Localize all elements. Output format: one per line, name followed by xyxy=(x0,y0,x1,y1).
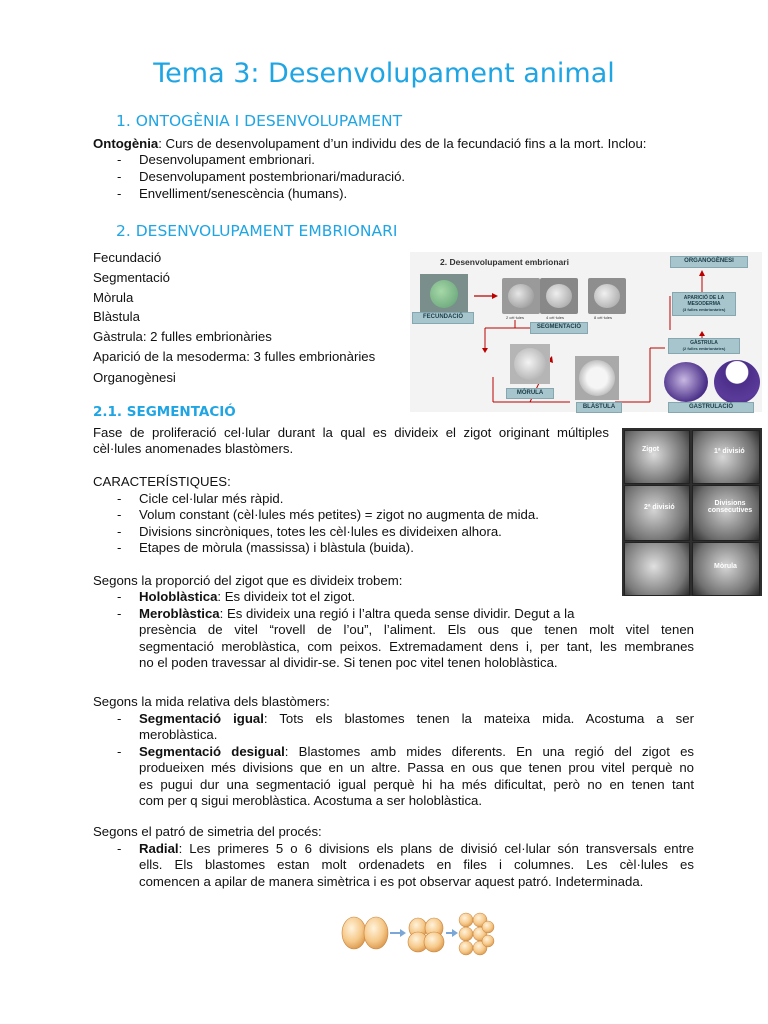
list-dash: - xyxy=(117,491,122,506)
micro-label: 2ª divisió xyxy=(644,504,675,511)
list-item: Volum constant (cèl·lules més petites) = zigot no augmenta de mida. xyxy=(139,507,539,522)
cell-count-label: 2 cèl·lules xyxy=(506,315,525,320)
intro-line: Fase de proliferació cel·lular durant la qual es divideix el zigot originant múltiples xyxy=(93,425,609,440)
micro-label: Divisions consecutives xyxy=(707,500,753,514)
size-intro: Segons la mida relativa dels blastòmers: xyxy=(93,694,330,709)
label-mesoderma: APARICIÓ DE LA MESODERMA (3 fulles embrionàries) xyxy=(672,292,736,316)
igual-term: Segmentació igual xyxy=(139,711,264,726)
two-cell-photo xyxy=(502,278,540,314)
paragraph-line: es pugui dur una segmentació igual perquè hi ha més dificultat, però no en tenen tant xyxy=(139,777,694,792)
paragraph-line: comencen a apilar de manera simètrica i es pot observar aquest patró. Indeterminada. xyxy=(139,874,644,889)
label-organogenesi: ORGANOGÈNESI xyxy=(670,256,748,268)
section1-heading: 1. ONTOGÈNIA I DESENVOLUPAMENT xyxy=(116,112,403,130)
list-item xyxy=(139,744,694,760)
ontogenia-text: : Curs de desenvolupament d’un individu des de la fecundació fins a la mort. Inclou: xyxy=(158,136,647,151)
meroblastica-term: Meroblàstica xyxy=(139,606,220,621)
page-title: Tema 3: Desenvolupament animal xyxy=(153,58,615,89)
list-dash: - xyxy=(117,152,122,167)
list-item: Divisions sincròniques, totes les cèl·lules es divideixen alhora. xyxy=(139,524,502,539)
characteristics-heading: CARACTERÍSTIQUES: xyxy=(93,474,231,489)
micro-label: Mòrula xyxy=(714,563,737,570)
blastula-photo xyxy=(575,356,619,400)
label-fecundacio: FECUNDACIÓ xyxy=(412,312,474,324)
label-blastula: BLÀSTULA xyxy=(576,402,622,413)
paragraph-line: segmentació meroblàstica, com peixos. Extremadament dens i, per tant, les membranes xyxy=(139,639,694,654)
list-dash: - xyxy=(117,711,122,726)
list-dash: - xyxy=(117,540,122,555)
list-dash: - xyxy=(117,524,122,539)
list-dash: - xyxy=(117,589,122,604)
stage-item: Fecundació xyxy=(93,250,162,265)
paragraph-line: no el poden travessar al dividir-se. Si tenen poc vitel tenen holoblàstica. xyxy=(139,655,558,670)
list-dash: - xyxy=(117,744,122,759)
ontogenia-term: Ontogènia xyxy=(93,136,159,151)
list-dash: - xyxy=(117,186,122,201)
paragraph-line: meroblàstica. xyxy=(139,727,218,742)
stage-item: Blàstula xyxy=(93,309,140,324)
list-item: Envelliment/senescència (humans). xyxy=(139,186,348,201)
intro-line: cèl·lules anomenades blastòmers. xyxy=(93,441,294,456)
morula-photo xyxy=(510,344,550,384)
list-dash: - xyxy=(117,507,122,522)
label-gastrula: GÀSTRULA (2 fulles embrionàries) xyxy=(668,338,740,354)
holoblastica-text: : Es divideix tot el zigot. xyxy=(217,589,356,604)
gastrula-photo-right xyxy=(714,360,760,404)
cell-count-label: 8 cèl·lules xyxy=(594,315,613,320)
label-segmentacio: SEGMENTACIÓ xyxy=(530,322,588,334)
stage-item: Segmentació xyxy=(93,270,170,285)
desigual-text: : Blastomes amb mides diferents. En una regió del zigot es xyxy=(284,744,694,759)
stage-item: Aparició de la mesoderma: 3 fulles embrionàries xyxy=(93,349,376,364)
micro-label: 1ª divisió xyxy=(714,448,745,455)
igual-text: : Tots els blastomes tenen la mateixa mida. Acostuma a ser xyxy=(263,711,694,726)
symmetry-intro: Segons el patró de simetria del procés: xyxy=(93,824,322,839)
list-dash: - xyxy=(117,606,122,621)
list-item xyxy=(139,841,694,857)
paragraph-line: produeixen més divisions que en un altre. Passa en ous que tenen prou vitel perquè no xyxy=(139,760,694,775)
list-item xyxy=(139,589,355,605)
stage-item: Mòrula xyxy=(93,290,134,305)
proportion-intro: Segons la proporció del zigot que es divideix trobem: xyxy=(93,573,403,588)
list-item: Desenvolupament embrionari. xyxy=(139,152,315,167)
ontogenia-definition xyxy=(93,136,646,152)
development-diagram xyxy=(410,252,762,412)
radial-cleavage-illustration xyxy=(338,910,498,956)
list-item: Etapes de mòrula (massissa) i blàstula (buida). xyxy=(139,540,414,555)
radial-text: : Les primeres 5 o 6 divisions els plans de divisió cel·lular són transversals entre xyxy=(178,841,694,856)
section21-heading: 2.1. SEGMENTACIÓ xyxy=(93,404,236,420)
stage-item: Organogènesi xyxy=(93,370,176,385)
list-item: Desenvolupament postembrionari/maduració. xyxy=(139,169,406,184)
gastrula-photo-left xyxy=(664,362,708,402)
four-cell-photo xyxy=(540,278,578,314)
list-dash: - xyxy=(117,841,122,856)
stage-item: Gàstrula: 2 fulles embrionàries xyxy=(93,329,272,344)
paragraph-line: presència de vitel “rovell de l’ou”, l’aliment. Els ous que tenen molt vitel tenen xyxy=(139,622,694,637)
radial-term: Radial xyxy=(139,841,179,856)
list-dash: - xyxy=(117,169,122,184)
list-item xyxy=(139,711,694,727)
meroblastica-text: : Es divideix una regió i l’altra queda sense dividir. Degut a la xyxy=(219,606,575,621)
holoblastica-term: Holoblàstica xyxy=(139,589,218,604)
eight-cell-photo xyxy=(588,278,626,314)
diagram-title: 2. Desenvolupament embrionari xyxy=(440,257,569,267)
paragraph-line: ells. Els blastomes estan molt ordenadets en files i columnes. Les cèl·lules es xyxy=(139,857,694,872)
paragraph-line: com per q sigui meroblàstica. Acostuma a ser holoblàstica. xyxy=(139,793,483,808)
cell-count-label: 4 cèl·lules xyxy=(546,315,565,320)
list-item xyxy=(139,606,574,622)
desigual-term: Segmentació desigual xyxy=(139,744,285,759)
section2-heading: 2. DESENVOLUPAMENT EMBRIONARI xyxy=(116,222,398,240)
micro-label: Zigot xyxy=(642,446,660,453)
label-morula: MÒRULA xyxy=(506,388,554,399)
label-gastrulacio: GASTRULACIÓ xyxy=(668,402,754,413)
segmentation-micrographs xyxy=(622,428,762,596)
list-item: Cicle cel·lular més ràpid. xyxy=(139,491,284,506)
